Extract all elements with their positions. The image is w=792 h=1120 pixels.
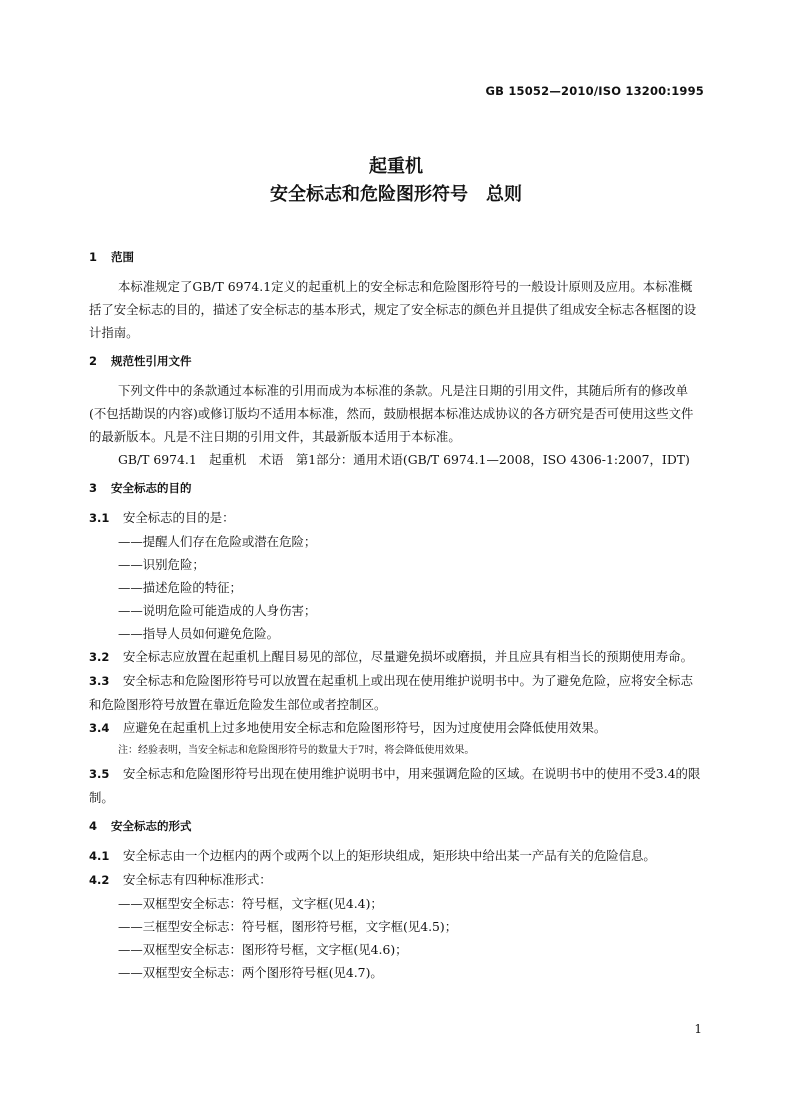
- note: 注：经验表明，当安全标志和危险图形符号的数量大于7时，将会降低使用效果。: [118, 745, 475, 756]
- standard-code-header: GB 15052—2010/ISO 13200:1995: [485, 84, 704, 98]
- clause: 3.2 安全标志应放置在起重机上醒目易见的部位，尽量避免损坏或磨损，并且应具有相当长的预期使用寿命。: [89, 649, 693, 664]
- section-heading: 4 安全标志的形式: [89, 819, 192, 833]
- section-heading: 2 规范性引用文件: [89, 354, 192, 368]
- list-item: ——双框型安全标志：符号框，文字框(见4.4)；: [118, 896, 383, 911]
- list-item: ——识别危险；: [118, 557, 205, 572]
- list-item: ——双框型安全标志：两个图形符号框(见4.7)。: [118, 965, 383, 980]
- page-number: 1: [694, 1022, 702, 1036]
- clause: 3.3 安全标志和危险图形符号可以放置在起重机上或出现在使用维护说明书中。为了避免危险，应将安全标志和危险图形符号放置在靠近危险发生部位或者控制区。: [89, 673, 693, 712]
- title-line-1: 起重机: [369, 156, 423, 177]
- clause: 3.1 安全标志的目的是：: [89, 510, 235, 525]
- document-body: [89, 246, 703, 984]
- clause: 3.4 应避免在起重机上过多地使用安全标志和危险图形符号，因为过度使用会降低使用效果。: [89, 720, 607, 735]
- section-heading: 1 范围: [89, 250, 134, 264]
- clause: 4.1 安全标志由一个边框内的两个或两个以上的矩形块组成，矩形块中给出某一产品有关的危险信息。: [89, 848, 656, 863]
- paragraph: 下列文件中的条款通过本标准的引用而成为本标准的条款。凡是注日期的引用文件，其随后所有的修改单(不包括勘误的内容)或修订版均不适用本标准，然而，鼓励根据本标准达成协议的各方研究是否可使用这些文件的最新版本。凡是不注日期的引用文件，其最新版本适用于本标准。: [89, 383, 694, 444]
- title-line-2: 安全标志和危险图形符号 总则: [270, 184, 522, 205]
- list-item: ——描述危险的特征；: [118, 580, 242, 595]
- list-item: ——指导人员如何避免危险。: [118, 626, 280, 641]
- clause: 4.2 安全标志有四种标准形式：: [89, 872, 272, 887]
- list-item: ——双框型安全标志：图形符号框，文字框(见4.6)；: [118, 942, 408, 957]
- list-item: ——提醒人们存在危险或潜在危险；: [118, 534, 317, 549]
- paragraph: 本标准规定了GB/T 6974.1定义的起重机上的安全标志和危险图形符号的一般设计原则及应用。本标准概括了安全标志的目的，描述了安全标志的基本形式，规定了安全标志的颜色并且提供了组成安全标志各框图的设计指南。: [89, 279, 697, 340]
- clause: 3.5 安全标志和危险图形符号出现在使用维护说明书中，用来强调危险的区域。在说明书中的使用不受3.4的限制。: [89, 766, 701, 805]
- list-item: ——说明危险可能造成的人身伤害；: [118, 603, 317, 618]
- list-item: ——三框型安全标志：符号框，图形符号框，文字框(见4.5)；: [118, 919, 458, 934]
- section-heading: 3 安全标志的目的: [89, 481, 192, 495]
- reference-entry: GB/T 6974.1 起重机 术语 第1部分：通用术语(GB/T 6974.1—2008，ISO 4306-1:2007，IDT): [118, 452, 690, 467]
